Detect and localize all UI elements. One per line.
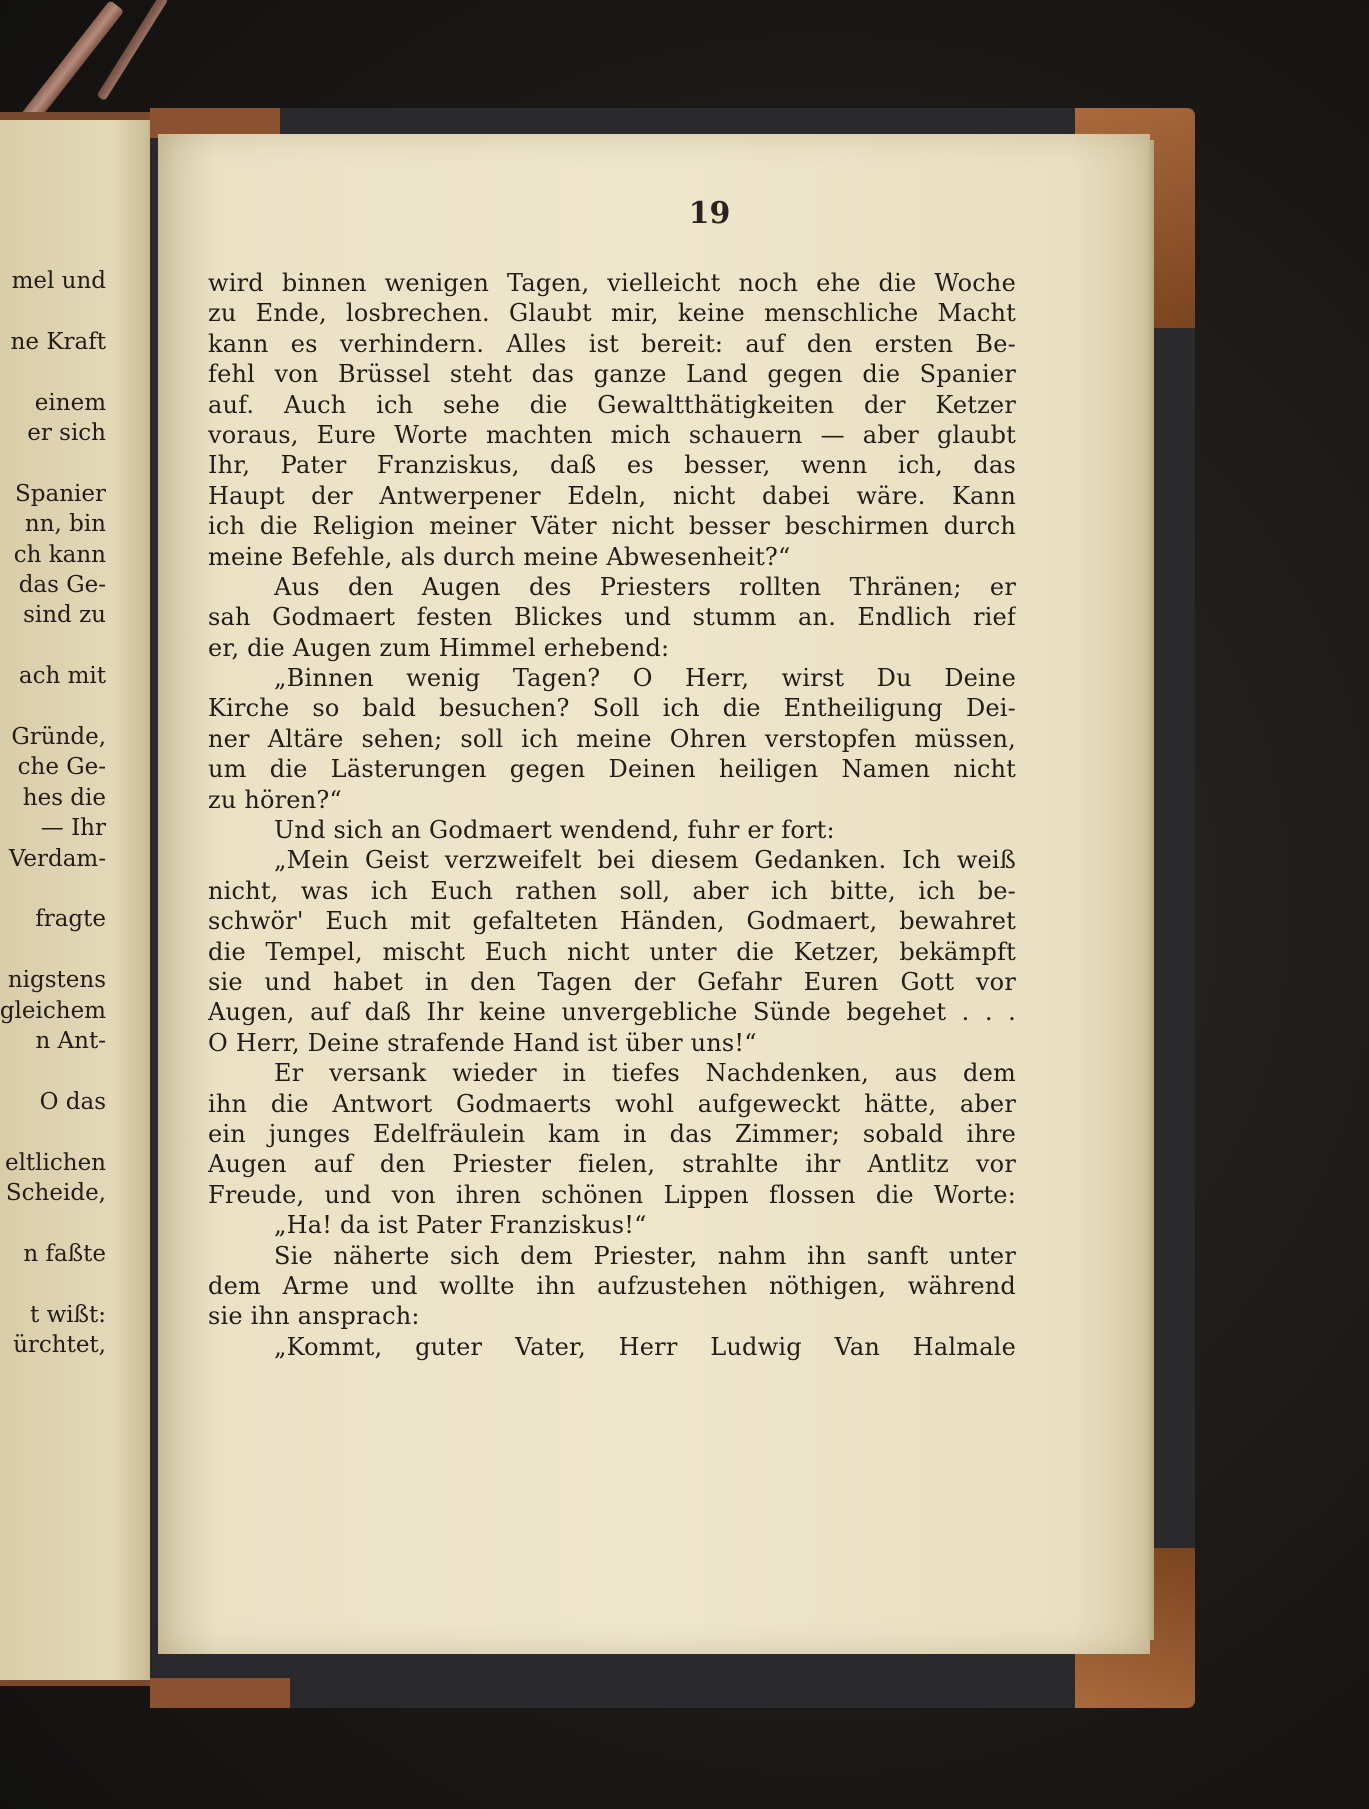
text-line: auf. Auch ich sehe die Gewaltthätigkeiten der Ketzer: [208, 390, 1016, 419]
text-line: nicht, was ich Euch rathen soll, aber ich bitte, ich be-: [208, 876, 1016, 905]
previous-page-line-fragment: n Ant-: [35, 1028, 106, 1054]
previous-page-line-fragment: O das: [39, 1088, 106, 1115]
text-line: fehl von Brüssel steht das ganze Land gegen die Spanier: [208, 360, 1016, 389]
text-line: Haupt der Antwerpener Edeln, nicht dabei wäre. Kann: [208, 481, 1016, 510]
text-line: voraus, Eure Worte machten mich schauern — aber glaubt: [208, 420, 1016, 449]
page-edge: [1146, 140, 1154, 1640]
previous-page-line-fragment: ch kann: [13, 541, 106, 568]
previous-page-line-fragment: ne Kraft: [10, 328, 106, 355]
previous-page-line-fragment: gleichem: [0, 997, 106, 1024]
previous-page-line-fragment: einem: [34, 389, 106, 416]
previous-page-line-fragment: ürchtet,: [13, 1332, 106, 1358]
previous-page-line-fragment: nn, bin: [24, 511, 106, 538]
text-line: ein junges Edelfräulein kam in das Zimmer; sobald ihre: [208, 1119, 1016, 1148]
previous-page-line-fragment: sind zu: [23, 602, 106, 629]
text-line: sah Godmaert festen Blickes und stumm an. Endlich rief: [208, 603, 1016, 632]
previous-page-line-fragment: mel und: [11, 268, 106, 294]
text-line: dem Arme und wollte ihn aufzustehen nöthigen, während: [208, 1271, 1016, 1300]
text-line: Sie näherte sich dem Priester, nahm ihn sanft unter: [274, 1241, 1016, 1270]
text-line: O Herr, Deine strafende Hand ist über uns!“: [208, 1028, 757, 1057]
text-line: schwör' Euch mit gefalteten Händen, Godmaert, bewahret: [208, 907, 1016, 936]
previous-page-line-fragment: eltlichen: [4, 1149, 106, 1176]
text-line: Aus den Augen des Priesters rollten Thränen; er: [274, 572, 1016, 601]
text-line: ich die Religion meiner Väter nicht besser beschirmen durch: [208, 512, 1016, 541]
text-line: Ihr, Pater Franziskus, daß es besser, wenn ich, das: [208, 451, 1016, 480]
text-line: sie ihn ansprach:: [208, 1302, 420, 1331]
previous-page-line-fragment: fragte: [35, 906, 106, 933]
text-line: meine Befehle, als durch meine Abwesenheit?“: [208, 542, 791, 571]
page-number: 19: [688, 196, 731, 231]
text-line: „Ha! da ist Pater Franziskus!“: [274, 1211, 647, 1240]
text-line: er, die Augen zum Himmel erhebend:: [208, 633, 670, 662]
previous-page-line-fragment: n faßte: [23, 1240, 106, 1267]
text-line: ner Altäre sehen; soll ich meine Ohren verstopfen müssen,: [208, 724, 1016, 753]
text-line: zu Ende, losbrechen. Glaubt mir, keine menschliche Macht: [208, 299, 1016, 328]
text-line: um die Lästerungen gegen Deinen heiligen Namen nicht: [208, 755, 1016, 784]
text-line: ihn die Antwort Godmaerts wohl aufgeweckt hätte, aber: [208, 1089, 1016, 1118]
text-line: Augen auf den Priester fielen, strahlte ihr Antlitz vor: [208, 1150, 1016, 1179]
text-line: kann es verhindern. Alles ist bereit: auf den ersten Be-: [208, 329, 1016, 358]
previous-page-line-fragment: das Ge-: [18, 572, 106, 598]
previous-page-line-fragment: che Ge-: [17, 754, 106, 781]
previous-page-line-fragment: Scheide,: [5, 1180, 106, 1206]
previous-page-line-fragment: t wißt:: [30, 1301, 106, 1328]
text-line: „Kommt, guter Vater, Herr Ludwig Van Halmale: [274, 1332, 1016, 1361]
text-line: Freude, und von ihren schönen Lippen flossen die Worte:: [208, 1180, 1016, 1209]
text-line: „Mein Geist verzweifelt bei diesem Gedanken. Ich weiß: [274, 846, 1016, 875]
previous-page-line-fragment: ach mit: [18, 663, 106, 690]
leather-spine-bottom: [150, 1678, 290, 1708]
previous-page-line-fragment: Gründe,: [11, 724, 106, 750]
previous-page-line-fragment: er sich: [27, 420, 106, 446]
text-line: wird binnen wenigen Tagen, vielleicht noch ehe die Woche: [208, 269, 1016, 297]
text-line: die Tempel, mischt Euch nicht unter die Ketzer, bekämpft: [208, 937, 1016, 966]
text-line: zu hören?“: [208, 785, 342, 814]
previous-page-line-fragment: nigstens: [7, 967, 106, 994]
previous-page-line-fragment: hes die: [22, 784, 106, 811]
text-line: Augen, auf daß Ihr keine unvergebliche Sünde begehet . . .: [208, 998, 1016, 1027]
text-line: Und sich an Godmaert wendend, fuhr er fort:: [274, 816, 835, 845]
text-line: Er versank wieder in tiefes Nachdenken, aus dem: [274, 1059, 1016, 1088]
text-line: „Binnen wenig Tagen? O Herr, wirst Du Deine: [274, 664, 1016, 693]
text-line: sie und habet in den Tagen der Gefahr Euren Gott vor: [208, 967, 1016, 996]
previous-page-line-fragment: Verdam-: [8, 845, 106, 872]
previous-page: [0, 120, 160, 1686]
previous-page-line-fragment: Spanier: [15, 480, 106, 507]
page-body-text: [208, 268, 1016, 1362]
text-line: Kirche so bald besuchen? Soll ich die Entheiligung Dei-: [208, 694, 1016, 723]
previous-page-line-fragment: — Ihr: [40, 815, 106, 842]
